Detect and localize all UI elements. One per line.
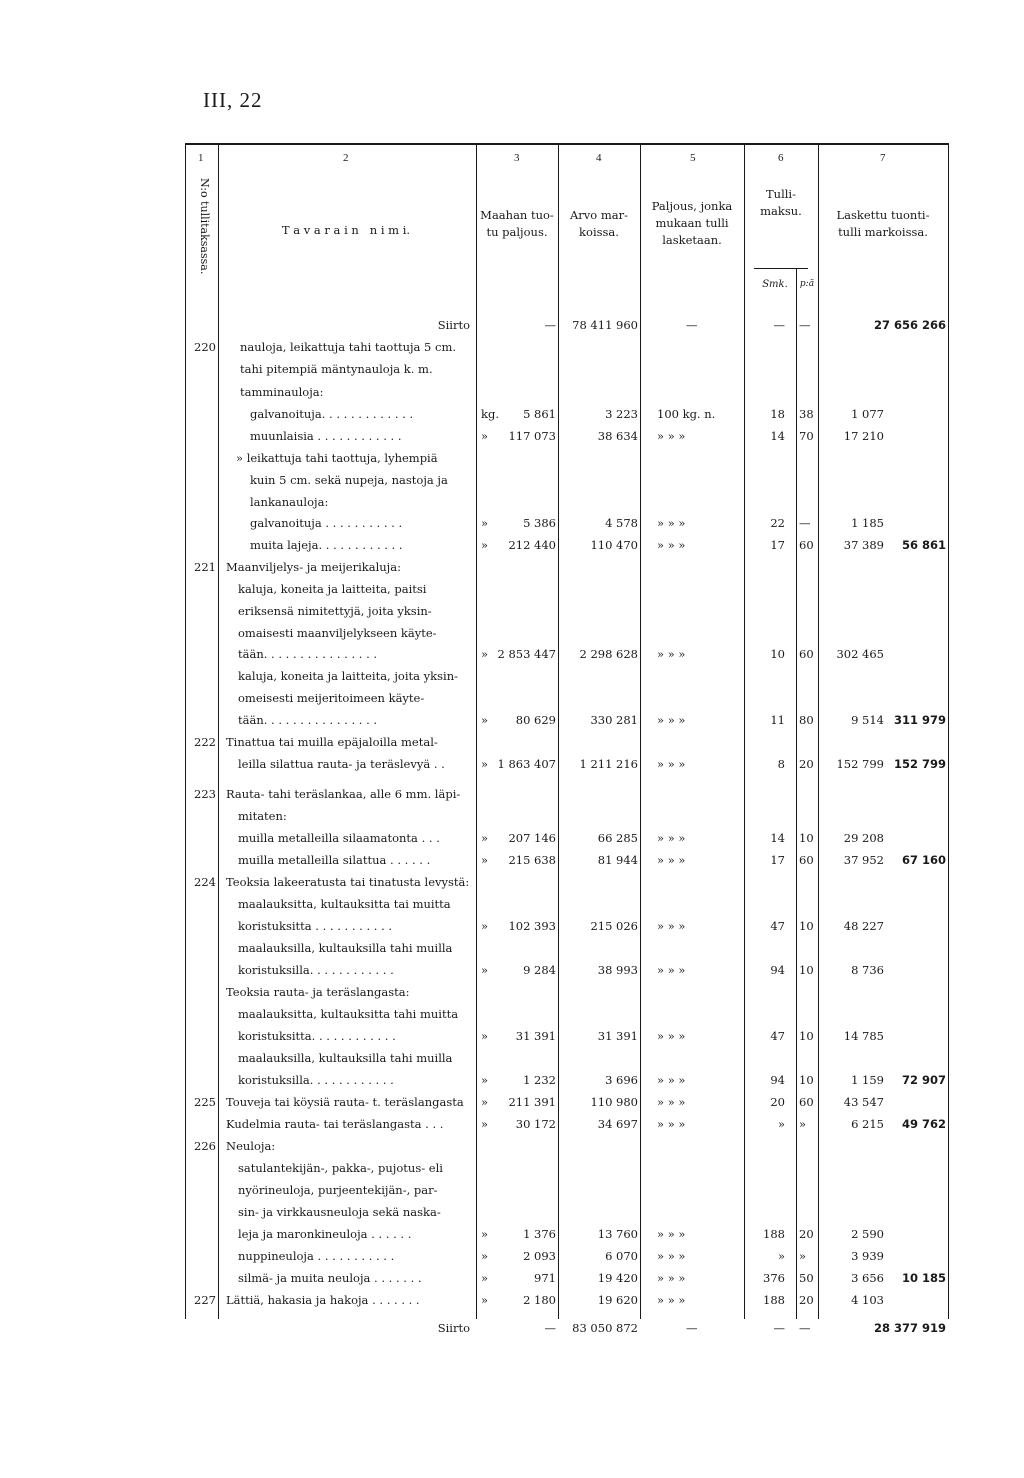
row-value: 19 620 [597, 1293, 638, 1307]
colnum-1: 1 [198, 152, 204, 164]
row-label: koristuksitta. . . . . . . . . . . . [238, 1029, 396, 1043]
row-label: kuin 5 cm. sekä nupeja, nastoja ja [250, 473, 448, 487]
row-basis: » » » [657, 1293, 686, 1307]
row-duty-marks: 17 [770, 538, 785, 552]
row-label: silmä- ja muita neuloja . . . . . . . [238, 1271, 422, 1285]
row-sum: 29 208 [843, 831, 884, 845]
row-sum: 37 952 [843, 853, 884, 867]
row-label: Siirto [437, 318, 470, 332]
row-value: 6 070 [605, 1249, 638, 1263]
row-unit: » [481, 1293, 489, 1307]
row-quantity: 207 146 [508, 831, 556, 845]
header-duty-marks: Smk. [762, 279, 788, 290]
header-name: T a v a r a i n n i m i. [281, 223, 411, 237]
row-duty-pennies: 10 [799, 1073, 814, 1087]
page-number: III, 22 [203, 88, 263, 112]
row-value: 13 760 [597, 1227, 638, 1241]
row-label: nauloja, leikattuja tahi taottuja 5 cm. [240, 340, 457, 354]
row-total: 10 185 [901, 1271, 946, 1285]
row-total: 28 377 919 [873, 1321, 946, 1335]
row-label: sin- ja virkkausneuloja sekä naska- [238, 1205, 441, 1219]
row-duty-pennies: 60 [799, 853, 814, 867]
row-unit: » [481, 963, 489, 977]
row-unit: » [481, 429, 489, 443]
row-value: 19 420 [597, 1271, 638, 1285]
row-total: 72 907 [901, 1073, 946, 1087]
row-label: leilla silattua rauta- ja teräslevyä . . [238, 757, 445, 771]
header-total: Laskettu tuonti- tulli markoissa. [836, 208, 930, 239]
header-duty: Tulli- maksu. [760, 187, 802, 218]
row-label: muita lajeja. . . . . . . . . . . . [250, 538, 403, 552]
row-duty-marks: 14 [770, 429, 785, 443]
header-basis: Paljous, jonka mukaan tulli lasketaan. [651, 199, 733, 247]
row-basis: » » » [657, 516, 686, 530]
col-rule-5 [744, 143, 745, 1319]
row-unit: » [481, 831, 489, 845]
row-quantity: 5 861 [523, 407, 556, 421]
row-duty-marks: 22 [770, 516, 785, 530]
row-label: tään. . . . . . . . . . . . . . . . [238, 713, 378, 727]
row-quantity: 1 863 407 [497, 757, 556, 771]
row-number: 223 [194, 787, 216, 801]
col-rule-6a [796, 268, 797, 1319]
row-label: maalauksitta, kultauksitta tai muitta [238, 897, 451, 911]
row-duty-pennies: 20 [799, 1293, 814, 1307]
row-label: Teoksia lakeeratusta tai tinatusta levystä: [226, 875, 470, 889]
row-quantity: 1 232 [523, 1073, 556, 1087]
row-label: Maanviljelys- ja meijerikaluja: [226, 560, 401, 574]
row-duty-marks: 94 [770, 1073, 785, 1087]
row-duty-pennies: 50 [799, 1271, 814, 1285]
row-duty-marks: 14 [770, 831, 785, 845]
row-sum: 37 389 [843, 538, 884, 552]
row-number: 227 [194, 1293, 216, 1307]
row-value: 38 634 [597, 429, 638, 443]
row-unit: » [481, 516, 489, 530]
row-label: galvanoituja . . . . . . . . . . . [250, 516, 403, 530]
header-duty-pennies: p:ä [799, 279, 815, 289]
row-basis: » » » [657, 1095, 686, 1109]
row-quantity: 211 391 [508, 1095, 556, 1109]
row-label: maalauksilla, kultauksilla tahi muilla [238, 941, 453, 955]
row-sum: 14 785 [843, 1029, 884, 1043]
row-quantity: 212 440 [508, 538, 556, 552]
row-duty-pennies: 10 [799, 831, 814, 845]
row-total: 152 799 [893, 757, 946, 771]
row-quantity: 9 284 [523, 963, 556, 977]
row-unit: » [481, 1073, 489, 1087]
row-label: Rauta- tahi teräslankaa, alle 6 mm. läpi- [226, 787, 461, 801]
row-duty-marks: 8 [777, 757, 785, 771]
row-basis: » » » [657, 1249, 686, 1263]
row-label: omeisesti meijeritoimeen käyte- [238, 691, 425, 705]
row-sum: 1 185 [851, 516, 884, 530]
row-label: tamminauloja: [240, 385, 324, 399]
row-value: 330 281 [590, 713, 638, 727]
row-unit: » [481, 1117, 489, 1131]
row-label: nuppineuloja . . . . . . . . . . . [238, 1249, 395, 1263]
row-label: Lättiä, hakasia ja hakoja . . . . . . . [226, 1293, 420, 1307]
row-label: Touveja tai köysiä rauta- t. teräslangasta [226, 1095, 464, 1109]
row-duty-pennies: — [799, 1321, 811, 1335]
row-duty-marks: 94 [770, 963, 785, 977]
row-sum: 4 103 [851, 1293, 884, 1307]
row-unit: » [481, 853, 489, 867]
col-rule-4 [640, 143, 641, 1319]
row-value: 3 223 [605, 407, 638, 421]
row-duty-pennies: 70 [799, 429, 814, 443]
row-duty-marks: 11 [770, 713, 785, 727]
row-number: 224 [194, 875, 216, 889]
col-rule-6 [818, 143, 819, 1319]
row-label: omaisesti maanviljelykseen käyte- [238, 626, 437, 640]
row-unit: » [481, 1227, 489, 1241]
row-total: 27 656 266 [873, 318, 946, 332]
row-basis: » » » [657, 1117, 686, 1131]
row-label: satulantekijän-, pakka-, pujotus- eli [238, 1161, 443, 1175]
row-basis: » » » [657, 647, 686, 661]
row-sum: 1 159 [851, 1073, 884, 1087]
row-sum: 48 227 [843, 919, 884, 933]
row-sum: 152 799 [836, 757, 884, 771]
row-unit: » [481, 538, 489, 552]
row-unit: kg. [481, 407, 499, 421]
row-basis: — [686, 1321, 698, 1335]
row-duty-marks: 20 [770, 1095, 785, 1109]
row-label: leja ja maronkineuloja . . . . . . [238, 1227, 412, 1241]
row-value: 83 050 872 [572, 1321, 638, 1335]
row-duty-marks: 10 [770, 647, 785, 661]
row-duty-pennies: 38 [799, 407, 814, 421]
row-duty-pennies: 60 [799, 538, 814, 552]
row-label: Siirto [437, 1321, 470, 1335]
row-unit: » [481, 1249, 489, 1263]
col-rule-1 [218, 143, 219, 1319]
row-number: 225 [194, 1095, 216, 1109]
row-label: Tinattua tai muilla epäjaloilla metal- [226, 735, 438, 749]
row-label: muilla metalleilla silaamatonta . . . [238, 831, 440, 845]
row-quantity: 31 391 [515, 1029, 556, 1043]
colnum-3: 3 [514, 152, 520, 164]
colnum-7: 7 [880, 152, 886, 164]
row-label: maalauksitta, kultauksitta tahi muitta [238, 1007, 459, 1021]
row-label: galvanoituja. . . . . . . . . . . . . [250, 407, 414, 421]
row-quantity: — [544, 318, 556, 332]
row-duty-pennies: — [799, 516, 811, 530]
row-value: 4 578 [605, 516, 638, 530]
row-basis: » » » [657, 538, 686, 552]
row-unit: » [481, 713, 489, 727]
header-no: N:o tullitaksassa. [198, 178, 211, 275]
row-quantity: 102 393 [508, 919, 556, 933]
row-sum: 6 215 [851, 1117, 884, 1131]
row-value: 78 411 960 [572, 318, 638, 332]
row-sum: 17 210 [843, 429, 884, 443]
row-unit: » [481, 647, 489, 661]
row-label: tään. . . . . . . . . . . . . . . . [238, 647, 378, 661]
row-quantity: 117 073 [508, 429, 556, 443]
colnum-6: 6 [778, 152, 784, 164]
row-unit: » [481, 1095, 489, 1109]
col-rule-left [185, 143, 186, 1319]
row-value: 31 391 [597, 1029, 638, 1043]
row-label: lankanauloja: [250, 495, 329, 509]
row-number: 226 [194, 1139, 216, 1153]
row-label: koristuksilla. . . . . . . . . . . . [238, 1073, 394, 1087]
colnum-5: 5 [690, 152, 696, 164]
row-sum: 2 590 [851, 1227, 884, 1241]
row-value: 81 944 [597, 853, 638, 867]
row-label: muunlaisia . . . . . . . . . . . . [250, 429, 402, 443]
row-basis: » » » [657, 919, 686, 933]
row-quantity: 2 093 [523, 1249, 556, 1263]
row-sum: 43 547 [843, 1095, 884, 1109]
row-duty-pennies: 60 [799, 647, 814, 661]
row-duty-pennies: — [799, 318, 811, 332]
colnum-2: 2 [343, 152, 349, 164]
row-label: kaluja, koneita ja laitteita, joita yksin- [238, 669, 458, 683]
row-sum: 3 656 [851, 1271, 884, 1285]
row-sum: 3 939 [851, 1249, 884, 1263]
row-basis: — [686, 318, 698, 332]
row-basis: » » » [657, 831, 686, 845]
row-basis: » » » [657, 1271, 686, 1285]
col-rule-right [948, 143, 949, 1319]
row-label: » leikattuja tahi taottuja, lyhempiä [236, 451, 438, 465]
row-sum: 302 465 [836, 647, 884, 661]
row-duty-marks: » [777, 1249, 785, 1263]
row-value: 3 696 [605, 1073, 638, 1087]
row-duty-marks: 188 [763, 1227, 785, 1241]
header-qty: Maahan tuo- tu paljous. [480, 208, 554, 239]
row-label: Neuloja: [226, 1139, 276, 1153]
row-label: eriksensä nimitettyjä, joita yksin- [238, 604, 432, 618]
row-quantity: 1 376 [523, 1227, 556, 1241]
row-number: 222 [194, 735, 216, 749]
row-label: kaluja, koneita ja laitteita, paitsi [238, 582, 427, 596]
row-basis: » » » [657, 713, 686, 727]
row-basis: » » » [657, 429, 686, 443]
col-rule-3 [558, 143, 559, 1319]
row-label: koristuksilla. . . . . . . . . . . . [238, 963, 394, 977]
row-number: 221 [194, 560, 216, 574]
row-basis: » » » [657, 1029, 686, 1043]
row-sum: 9 514 [851, 713, 884, 727]
row-duty-pennies: 80 [799, 713, 814, 727]
row-basis: » » » [657, 1073, 686, 1087]
row-duty-pennies: 10 [799, 963, 814, 977]
row-label: maalauksilla, kultauksilla tahi muilla [238, 1051, 453, 1065]
row-label: mitaten: [238, 809, 287, 823]
row-label: Teoksia rauta- ja teräslangasta: [226, 985, 410, 999]
row-duty-pennies: 10 [799, 919, 814, 933]
row-quantity: 30 172 [515, 1117, 556, 1131]
row-duty-marks: 47 [770, 1029, 785, 1043]
header-value: Arvo mar- koissa. [569, 208, 629, 239]
row-unit: » [481, 919, 489, 933]
row-quantity: 971 [534, 1271, 556, 1285]
row-duty-marks: 18 [770, 407, 785, 421]
row-label: tahi pitempiä mäntynauloja k. m. [240, 362, 433, 376]
row-duty-marks: — [773, 318, 785, 332]
row-duty-marks: 47 [770, 919, 785, 933]
row-quantity: 2 853 447 [497, 647, 556, 661]
col-rule-2 [476, 143, 477, 1319]
row-value: 38 993 [597, 963, 638, 977]
row-unit: » [481, 1271, 489, 1285]
row-duty-pennies: 20 [799, 757, 814, 771]
row-value: 34 697 [597, 1117, 638, 1131]
row-sum: 1 077 [851, 407, 884, 421]
row-value: 110 980 [590, 1095, 638, 1109]
header-top [218, 143, 948, 144]
row-value: 110 470 [590, 538, 638, 552]
row-label: koristuksitta . . . . . . . . . . . [238, 919, 393, 933]
row-duty-marks: » [777, 1117, 785, 1131]
row-duty-marks: 188 [763, 1293, 785, 1307]
row-basis: » » » [657, 1227, 686, 1241]
row-sum: 8 736 [851, 963, 884, 977]
row-quantity: 5 386 [523, 516, 556, 530]
row-basis: » » » [657, 853, 686, 867]
row-basis: 100 kg. n. [657, 407, 716, 421]
row-duty-pennies: 10 [799, 1029, 814, 1043]
row-duty-marks: 17 [770, 853, 785, 867]
row-duty-pennies: 60 [799, 1095, 814, 1109]
row-value: 215 026 [590, 919, 638, 933]
row-total: 67 160 [901, 853, 946, 867]
row-quantity: — [544, 1321, 556, 1335]
row-duty-pennies: » [799, 1249, 807, 1263]
row-label: muilla metalleilla silattua . . . . . . [238, 853, 431, 867]
row-duty-marks: 376 [763, 1271, 785, 1285]
row-value: 1 211 216 [579, 757, 638, 771]
row-duty-marks: — [773, 1321, 785, 1335]
row-number: 220 [194, 340, 216, 354]
row-value: 2 298 628 [579, 647, 638, 661]
row-total: 49 762 [901, 1117, 946, 1131]
row-quantity: 215 638 [508, 853, 556, 867]
row-unit: » [481, 757, 489, 771]
row-label: Kudelmia rauta- tai teräslangasta . . . [226, 1117, 444, 1131]
row-label: nyörineuloja, purjeentekijän-, par- [238, 1183, 438, 1197]
colnum-4: 4 [596, 152, 602, 164]
row-total: 56 861 [901, 538, 946, 552]
row-value: 66 285 [597, 831, 638, 845]
row-unit: » [481, 1029, 489, 1043]
row-duty-pennies: 20 [799, 1227, 814, 1241]
row-basis: » » » [657, 963, 686, 977]
row-quantity: 80 629 [515, 713, 556, 727]
row-duty-pennies: » [799, 1117, 807, 1131]
row-total: 311 979 [893, 713, 946, 727]
row-quantity: 2 180 [523, 1293, 556, 1307]
row-basis: » » » [657, 757, 686, 771]
tullimaksu-subrule [754, 268, 808, 269]
